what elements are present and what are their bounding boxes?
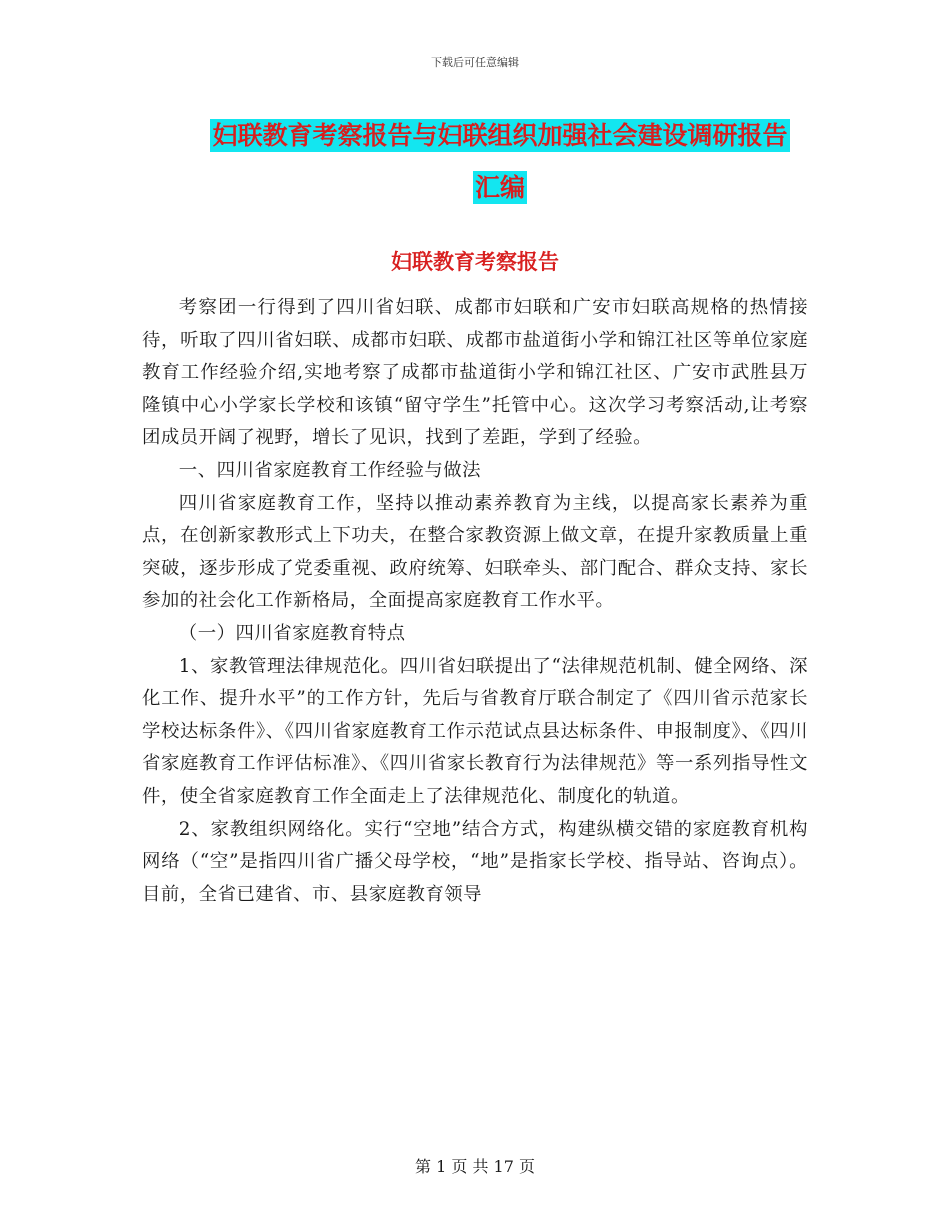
document-title-line-2: 汇编: [474, 173, 525, 202]
header-note: 下载后可任意编辑: [431, 56, 519, 69]
section-title: 妇联教育考察报告: [391, 250, 559, 274]
paragraph: 四川省家庭教育工作，坚持以推动素养教育为主线，以提高家长素养为重点，在创新家教形式上下功夫，在整合家教资源上做文章，在提升家教质量上重突破，逐步形成了党委重视、政府统筹、妇联牵头、部门配合、群众支持、家长参加的社会化工作新格局，全面提高家庭教育工作水平。: [142, 492, 808, 612]
page-footer: 第 1 页 共 17 页: [415, 1157, 535, 1176]
paragraph: 1、家教管理法律规范化。四川省妇联提出了“法律规范机制、健全网络、深化工作、提升水平”的工作方针，先后与省教育厅联合制定了《四川省示范家长学校达标条件》、《四川省家庭教育工作示范试点县达标条件、申报制度》、《四川省家庭教育工作评估标准》、《四川省家长教育行为法律规范》等一系列指导性文件，使全省家庭教育工作全面走上了法律规范化、制度化的轨道。: [142, 655, 808, 807]
body-text: [142, 292, 808, 911]
document-title: [180, 110, 820, 214]
paragraph: 考察团一行得到了四川省妇联、成都市妇联和广安市妇联高规格的热情接待，听取了四川省妇联、成都市妇联、成都市盐道街小学和锦江社区等单位家庭教育工作经验介绍,实地考察了成都市盐道街小学和锦江社区、广安市武胜县万隆镇中心小学家长学校和该镇“留守学生”托管中心。这次学习考察活动,让考察团成员开阔了视野，增长了见识，找到了差距，学到了经验。: [142, 297, 808, 449]
document-title-line-1: 妇联教育考察报告与妇联组织加强社会建设调研报告: [212, 121, 788, 150]
paragraph: （一）四川省家庭教育特点: [178, 622, 406, 644]
paragraph: 2、家教组织网络化。实行“空地”结合方式，构建纵横交错的家庭教育机构网络（“空”是指四川省广播父母学校，“地”是指家长学校、指导站、咨询点）。目前，全省已建省、市、县家庭教育领导: [142, 818, 808, 905]
paragraph: 一、四川省家庭教育工作经验与做法: [178, 459, 482, 481]
